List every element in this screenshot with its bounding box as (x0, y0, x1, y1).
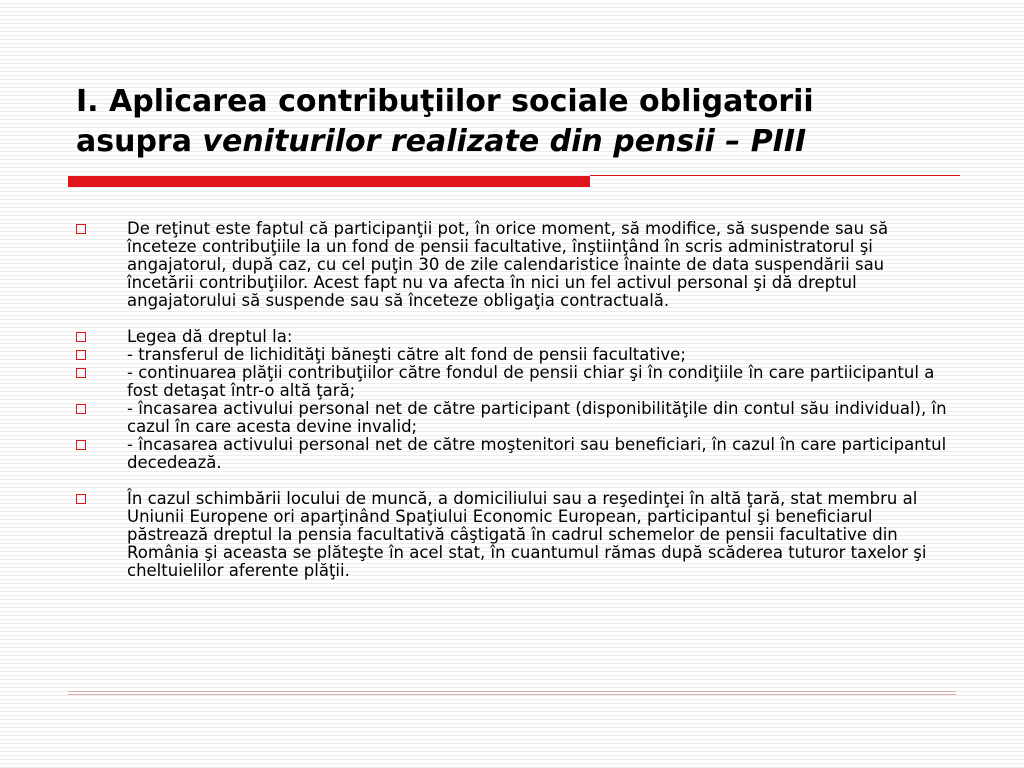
bullet-text: - continuarea plăţii contribuţiilor către fondul de pensii chiar şi în condiţiile în care partiicipantul a fost detaşat într-o altă ţară; (127, 363, 935, 400)
hollow-square-bullet-icon (76, 332, 86, 342)
bullet-item (76, 328, 956, 346)
bullet-text: - transferul de lichidităţi băneşti către alt fond de pensii facultative; (127, 345, 686, 364)
bullet-list (76, 220, 956, 580)
hollow-square-bullet-icon (76, 350, 86, 360)
bullet-text: - încasarea activului personal net de către participant (disponibilităţile din contul său individual), în cazul în care acesta devine invalid; (127, 399, 947, 436)
bullet-item (76, 346, 956, 364)
hollow-square-bullet-icon (76, 494, 86, 504)
title-line-1: I. Aplicarea contribuţiilor sociale obligatorii (76, 84, 814, 119)
bullet-item (76, 220, 956, 310)
bullet-item (76, 436, 956, 472)
footer-divider-top (68, 691, 956, 692)
hollow-square-bullet-icon (76, 368, 86, 378)
slide-title (76, 82, 976, 162)
footer-divider-bottom (68, 694, 956, 695)
title-underline-thin (590, 175, 960, 176)
bullet-item (76, 364, 956, 400)
hollow-square-bullet-icon (76, 224, 86, 234)
bullet-item (76, 400, 956, 436)
title-line-2-plain: asupra (76, 124, 203, 159)
bullet-text: - încasarea activului personal net de către moştenitori sau beneficiari, în cazul în care participantul decedează. (127, 435, 947, 472)
title-line-2-italic: veniturilor realizate din pensii – PIII (202, 124, 807, 159)
hollow-square-bullet-icon (76, 404, 86, 414)
bullet-text: În cazul schimbării locului de muncă, a domiciliului sau a reşedinţei în altă ţară, stat membru al Uniunii Europene ori aparţinând Spaţiului Economic European, participantul şi beneficiarul păstrează dreptul la pensia facultativă câştigată în cadrul schemelor de pensii facultative din România şi aceasta se plăteşte în acel stat, în cuantumul rămas după scăderea tuturor taxelor şi cheltuielilor aferente plăţii. (127, 489, 927, 580)
bullet-text: Legea dă dreptul la: (127, 327, 293, 346)
hollow-square-bullet-icon (76, 440, 86, 450)
bullet-item (76, 490, 956, 580)
bullet-text: De reţinut este faptul că participanţii pot, în orice moment, să modifice, să suspende sau să înceteze contribuţiile la un fond de pensii facultative, înştiinţând în scris administratorul şi angajatorul, după caz, cu cel puţin 30 de zile calendaristice înainte de data suspendării sau încetării contribuţiilor. Acest fapt nu va afecta în nici un fel activul personal şi dă dreptul angajatorului să suspende sau să înceteze obligaţia contractuală. (127, 219, 889, 310)
title-underline-accent (68, 176, 590, 187)
